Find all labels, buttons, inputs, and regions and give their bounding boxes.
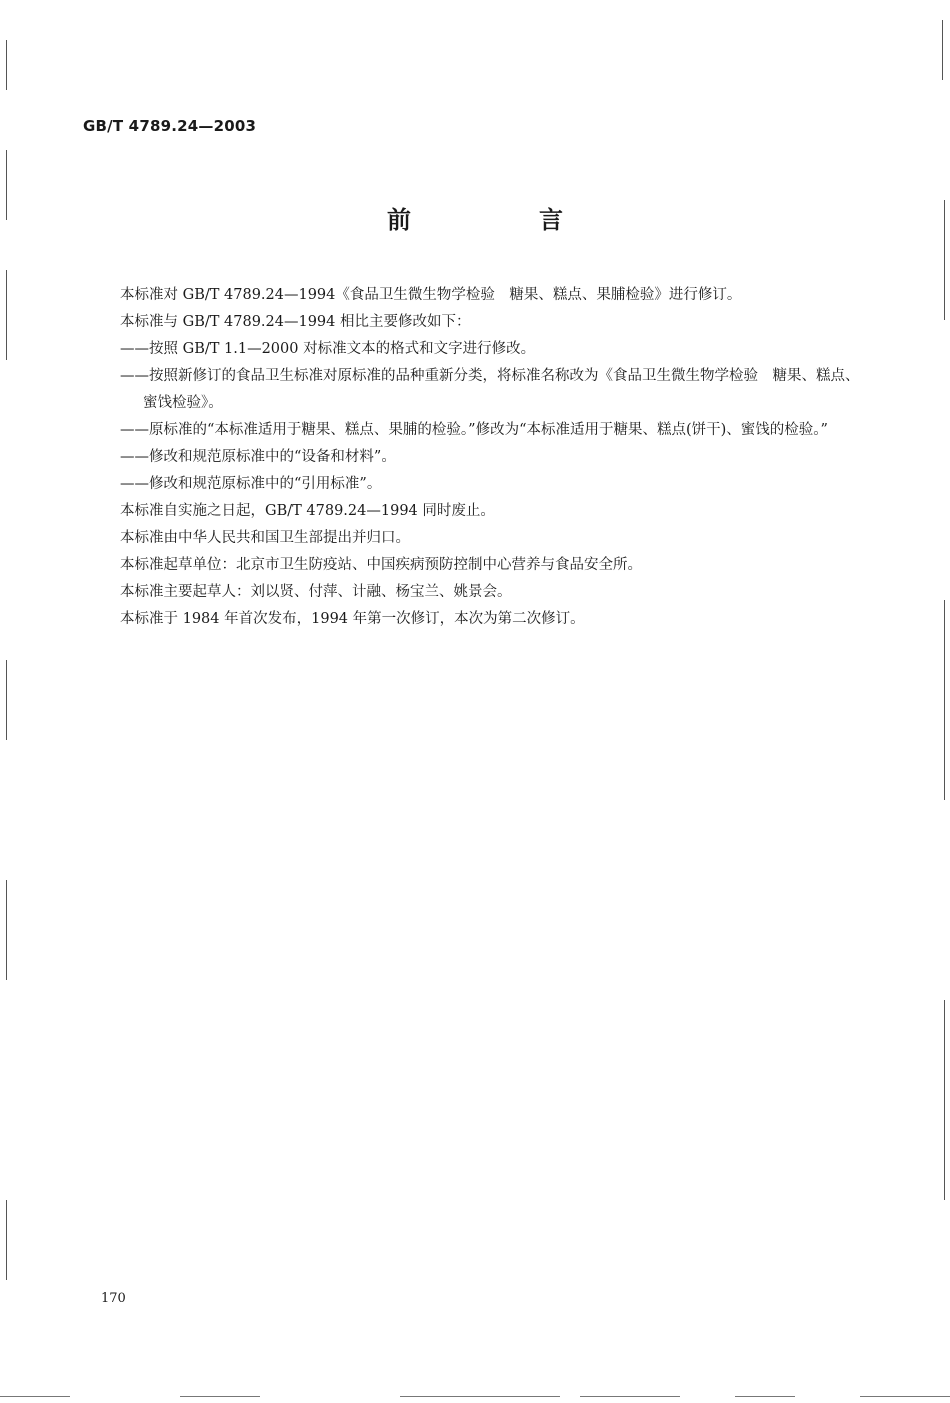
scan-edge-right-4 <box>944 1000 945 1200</box>
change-item: ——原标准的“本标准适用于糖果、糕点、果脯的检验。”修改为“本标准适用于糖果、糕点(饼干)、蜜饯的检验。” <box>120 422 828 438</box>
scan-bottom-line-5 <box>735 1396 795 1397</box>
page-title: 前 言 <box>387 206 615 234</box>
scan-bottom-line-3 <box>400 1396 560 1397</box>
scan-bottom-line-1 <box>0 1396 70 1397</box>
paragraph: 本标准起草单位：北京市卫生防疫站、中国疾病预防控制中心营养与食品安全所。 <box>120 557 642 573</box>
foreword-body <box>120 282 860 633</box>
scan-bottom-line-4 <box>580 1396 680 1397</box>
scan-edge-left-1 <box>6 40 7 90</box>
scan-edge-right-3 <box>944 600 945 800</box>
scan-bottom-line-2 <box>180 1396 260 1397</box>
paragraph: 本标准于 1984 年首次发布，1994 年第一次修订，本次为第二次修订。 <box>120 611 585 627</box>
paragraph: 本标准对 GB/T 4789.24—1994《食品卫生微生物学检验 糖果、糕点、果脯检验》进行修订。 <box>120 287 742 303</box>
page-number: 170 <box>101 1291 126 1306</box>
change-item: ——按照 GB/T 1.1—2000 对标准文本的格式和文字进行修改。 <box>120 341 536 357</box>
change-item: ——修改和规范原标准中的“设备和材料”。 <box>120 449 396 465</box>
scan-edge-left-6 <box>6 1200 7 1280</box>
paragraph: 本标准由中华人民共和国卫生部提出并归口。 <box>120 530 410 546</box>
scan-edge-left-3 <box>6 270 7 360</box>
scan-edge-right-1 <box>942 20 943 80</box>
scan-edge-left-5 <box>6 880 7 980</box>
change-item: ——修改和规范原标准中的“引用标准”。 <box>120 476 382 492</box>
paragraph: 本标准主要起草人：刘以贤、付萍、计融、杨宝兰、姚景会。 <box>120 584 512 600</box>
scan-edge-left-4 <box>6 660 7 740</box>
change-item: ——按照新修订的食品卫生标准对原标准的品种重新分类，将标准名称改为《食品卫生微生物学检验 糖果、糕点、蜜饯检验》。 <box>120 368 860 411</box>
standard-code: GB/T 4789.24—2003 <box>83 117 257 135</box>
paragraph: 本标准与 GB/T 4789.24—1994 相比主要修改如下： <box>120 314 471 330</box>
paragraph: 本标准自实施之日起，GB/T 4789.24—1994 同时废止。 <box>120 503 495 519</box>
scan-bottom-line-6 <box>860 1396 950 1397</box>
